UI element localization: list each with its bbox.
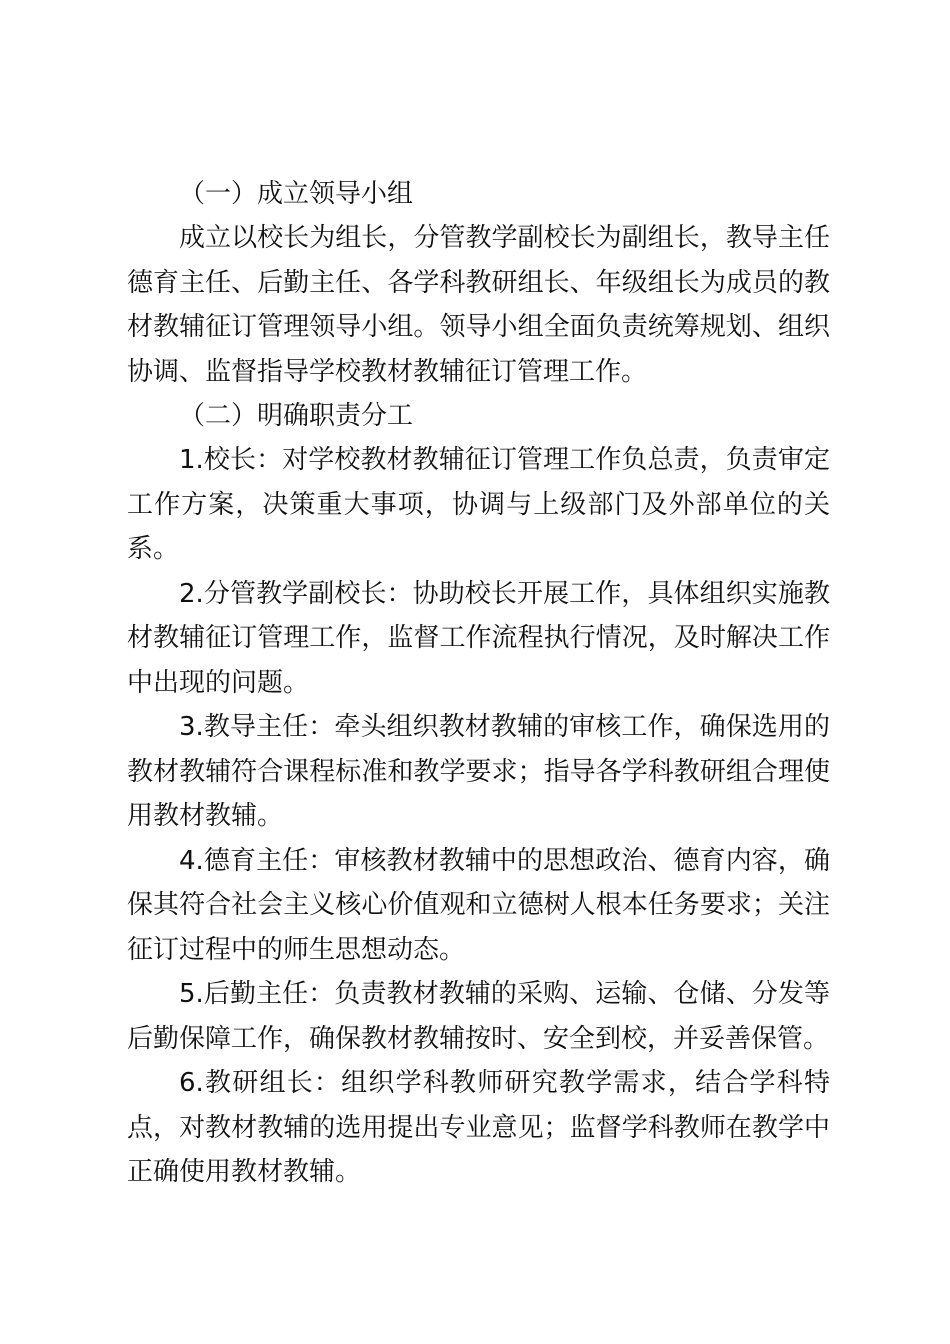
- paragraph-leadership-group: 成立以校长为组长，分管教学副校长为副组长，教导主任德育主任、后勤主任、各学科教研组长、年级组长为成员的教材教辅征订管理领导小组。领导小组全面负责统筹规划、组织协调、监督指导学校教材教辅征订管理工作。: [127, 223, 830, 387]
- section-heading-1: （一）成立领导小组: [179, 179, 414, 209]
- paragraph-principal: 1.校长：对学校教材教辅征订管理工作负总责，负责审定工作方案，决策重大事项，协调与上级部门及外部单位的关系。: [127, 445, 830, 564]
- paragraph-teaching-research-leader: 6.教研组长：组织学科教师研究教学需求，结合学科特点，对教材教辅的选用提出专业意见；监督学科教师在教学中正确使用教材教辅。: [127, 1068, 830, 1187]
- section-heading-2: （二）明确职责分工: [179, 401, 414, 431]
- paragraph-moral-education-director: 4.德育主任：审核教材教辅中的思想政治、德育内容，确保其符合社会主义核心价值观和立德树人根本任务要求；关注征订过程中的师生思想动态。: [127, 845, 830, 965]
- paragraph-vice-principal: 2.分管教学副校长：协助校长开展工作，具体组织实施教材教辅征订管理工作，监督工作流程执行情况，及时解决工作中出现的问题。: [127, 578, 830, 698]
- document-body: [127, 172, 830, 1195]
- paragraph-dean-of-studies: 3.教导主任：牵头组织教材教辅的审核工作，确保选用的教材教辅符合课程标准和教学要求；指导各学科教研组合理使用教材教辅。: [127, 712, 830, 831]
- paragraph-logistics-director: 5.后勤主任：负责教材教辅的采购、运输、仓储、分发等后勤保障工作，确保教材教辅按时、安全到校，并妥善保管。: [127, 979, 830, 1054]
